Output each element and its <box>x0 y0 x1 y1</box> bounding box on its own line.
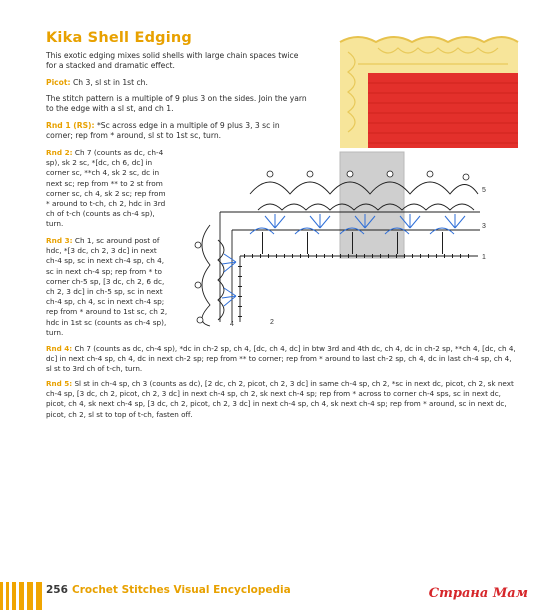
picot-text: Ch 3, sl st in 1st ch. <box>70 78 148 87</box>
row-number-1: 1 <box>482 254 486 261</box>
rnd3-instruction <box>46 236 170 338</box>
rnd4-label: Rnd 4: <box>46 344 73 353</box>
rnd1-instruction <box>46 121 308 142</box>
footer-stripe <box>19 582 24 610</box>
row-number-2: 2 <box>270 319 274 326</box>
stitch-chart <box>180 150 490 330</box>
watermark: Страна Мам <box>428 586 528 601</box>
rnd2-instruction <box>46 148 170 230</box>
picot-label: Picot: <box>46 78 71 87</box>
swatch-photo <box>318 28 523 148</box>
rnd2-text: Ch 7 (counts as dc, ch-4 sp), sk 2 sc, *[dc, ch 6, dc] in corner sc, **ch 4, sk 2 sc, dc in next sc; rep from ** to 2 st from corner sc, ch 4, sk 2 sc; rep from * around to t-ch, ch 2, hdc in 3rd ch of t-ch (counts as ch-4 sp), turn. <box>46 148 166 229</box>
rnd3-text: Ch 1, sc around post of hdc, *[3 dc, ch 2, 3 dc] in next ch-4 sp, sc in next ch-4 sp, ch 4, sc in next ch-4 sp; rep from * to corner ch-5 sp, [3 dc, ch 2, 6 dc, ch 2, 3 dc] in ch-5 sp, sc in next ch-4 sp, ch 4, sc in next ch-4 sp; rep from * around to 1st sc, ch 2, hdc in 1st sc (counts as ch-4 sp), turn. <box>46 236 168 337</box>
rnd1-label: Rnd 1 (RS): <box>46 121 95 130</box>
row-number-3: 3 <box>482 223 486 230</box>
footer-stripe <box>6 582 9 610</box>
multiple-text: The stitch pattern is a multiple of 9 plus 3 on the sides. Join the yarn to the edge with a sl st, and ch 1. <box>46 94 307 114</box>
rnd5-text: Sl st in ch-4 sp, ch 3 (counts as dc), [2 dc, ch 2, picot, ch 2, 3 dc] in same ch-4 sp, ch 2, *sc in next dc, picot, ch 2, sk next ch-4 sp, [3 dc, ch 2, picot, ch 2, 3 dc] in next ch-4 sp, ch 2, sk next ch-4 sp; rep from * across to corner ch-4 sps, sc in next dc, picot, ch 4, sk next ch-4 sp, [3 dc, ch 2, picot, ch 2, 3 dc] in next ch-4 sp, ch 4, sk next ch-4 sp; rep from * around, sc in next dc, picot, ch 2, sl st to top of t-ch, fasten off. <box>46 379 514 419</box>
footer-stripe <box>36 582 42 610</box>
picot-instruction <box>46 78 308 88</box>
page-title: Kika Shell Edging <box>46 30 193 46</box>
footer-stripe <box>12 582 16 610</box>
picots <box>195 171 469 323</box>
rnd4-text: Ch 7 (counts as dc, ch-4 sp), *dc in ch-2 sp, ch 4, [dc, ch 4, dc] in btw 3rd and 4th dc, ch 4, dc in ch-2 sp, **ch 4, [dc, ch 4, dc] in next ch-4 sp, ch 4, dc in next ch-2 sp; rep from ** to corner; rep from * around to last ch-2 sp, ch 4, dc in last ch-4 sp, ch 4, sl st to 3rd ch of t-ch, turn. <box>46 344 516 374</box>
intro-text: This exotic edging mixes solid shells with large chain spaces twice for a stacked and dramatic effect. <box>46 51 299 71</box>
rnd5-label: Rnd 5: <box>46 379 73 388</box>
rnd1-text: *Sc across edge in a multiple of 9 plus 3, 3 sc in corner; rep from * around, sl st to 1st sc, turn. <box>46 121 280 141</box>
row-number-5: 5 <box>482 187 486 194</box>
book-title: Crochet Stitches Visual Encyclopedia <box>72 584 291 596</box>
page-number: 256 <box>46 584 68 596</box>
red-square <box>368 73 518 148</box>
rnd5-instruction <box>46 379 518 420</box>
footer-stripe <box>27 582 33 610</box>
rnd3-label: Rnd 3: <box>46 236 73 245</box>
rnd2-label: Rnd 2: <box>46 148 73 157</box>
row-number-4: 4 <box>230 321 234 328</box>
footer-stripe <box>0 582 3 610</box>
rnd4-instruction <box>46 344 518 375</box>
